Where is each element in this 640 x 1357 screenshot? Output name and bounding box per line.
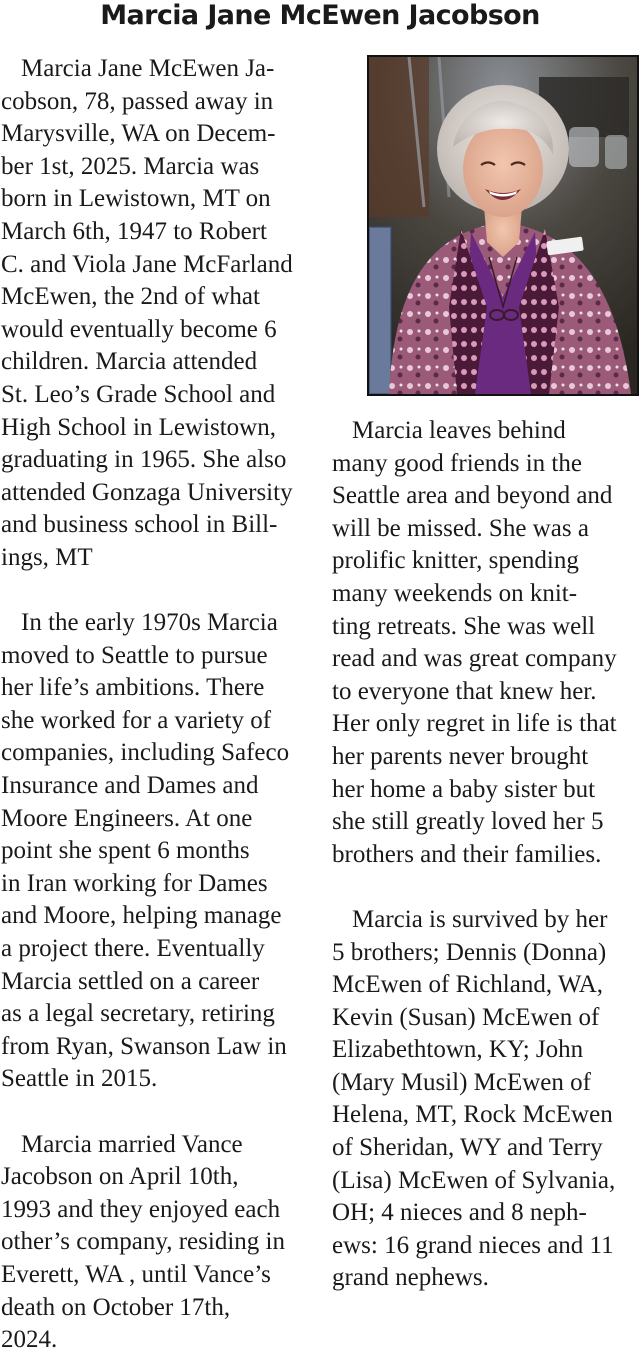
portrait-photo-icon	[369, 57, 637, 394]
text-line: point she spent 6 months	[1, 837, 250, 865]
text-line: born in Lewistown, MT on	[1, 185, 271, 213]
text-line: her parents never brought	[332, 742, 589, 770]
text-line: read and was great company	[332, 645, 617, 673]
text-line: in Iran working for Dames	[1, 869, 268, 897]
text-line: C. and Viola Jane McFarland	[1, 250, 293, 278]
portrait-photo	[367, 55, 639, 396]
text-line: Marcia is survived by her	[352, 905, 608, 933]
right-column	[332, 415, 640, 1295]
text-line: cobson, 78, passed away in	[1, 87, 274, 115]
text-line: 2024.	[1, 1326, 58, 1354]
text-line: Moore Engineers. At one	[1, 804, 253, 832]
text-line: March 6th, 1947 to Robert	[1, 217, 267, 245]
text-line: children. Marcia attended	[1, 348, 258, 376]
text-line: Seattle area and beyond and	[332, 482, 613, 510]
text-line: death on October 17th,	[1, 1293, 231, 1321]
text-line: ews: 16 grand nieces and 11	[332, 1231, 614, 1259]
text-line: Marcia Jane McEwen Ja-	[21, 55, 275, 82]
text-line: prolific knitter, spending	[332, 547, 579, 575]
text-line: would eventually become 6	[1, 315, 277, 343]
text-line: (Lisa) McEwen of Sylvania,	[332, 1166, 616, 1194]
paragraph-gap	[1, 575, 319, 608]
paragraph-3	[1, 1129, 319, 1357]
text-line: she worked for a variety of	[1, 706, 272, 734]
paragraph-1	[1, 53, 319, 575]
text-line: Marysville, WA on Decem-	[1, 120, 276, 148]
text-line: moved to Seattle to pursue	[1, 641, 268, 669]
text-line: a project there. Eventually	[1, 935, 265, 963]
text-line: St. Leo’s Grade School and	[1, 380, 276, 408]
text-line: grand nephews.	[332, 1264, 489, 1292]
paragraph-gap	[1, 1096, 319, 1129]
text-line: from Ryan, Swanson Law in	[1, 1032, 287, 1060]
text-line: OH; 4 nieces and 8 neph-	[332, 1199, 587, 1227]
paragraph-2	[1, 607, 319, 1096]
text-line: Her only regret in life is that	[332, 710, 617, 738]
text-line: many good friends in the	[332, 449, 582, 477]
text-line: ber 1st, 2025. Marcia was	[1, 152, 260, 180]
text-line: of Sheridan, WY and Terry	[332, 1134, 603, 1162]
text-line: to everyone that knew her.	[332, 677, 597, 705]
text-line: she still greatly loved her 5	[332, 808, 604, 836]
text-line: In the early 1970s Marcia	[21, 609, 278, 637]
paragraph-5	[332, 904, 640, 1295]
text-line: 1993 and they enjoyed each	[1, 1195, 281, 1223]
text-line: Helena, MT, Rock McEwen	[332, 1101, 613, 1129]
text-line: McEwen of Richland, WA,	[332, 971, 604, 999]
text-line: Elizabethtown, KY; John	[332, 1036, 584, 1064]
text-line: Jacobson on April 10th,	[1, 1163, 239, 1191]
text-line: her home a baby sister but	[332, 775, 596, 803]
left-column	[1, 53, 319, 1357]
text-line: High School in Lewistown,	[1, 413, 276, 441]
text-line: Kevin (Susan) McEwen of	[332, 1003, 600, 1031]
text-line: ings, MT	[1, 543, 93, 571]
text-line: other’s company, residing in	[1, 1228, 285, 1256]
text-line: McEwen, the 2nd of what	[1, 283, 260, 311]
text-line: many weekends on knit-	[332, 579, 578, 607]
text-line: Seattle in 2015.	[1, 1065, 158, 1093]
text-line: attended Gonzaga University	[1, 478, 293, 506]
text-line: graduating in 1965. She also	[1, 446, 287, 474]
text-line: as a legal secretary, retiring	[1, 1000, 275, 1028]
text-line: Marcia married Vance	[21, 1130, 243, 1158]
text-line: Insurance and Dames and	[1, 772, 259, 800]
text-line: brothers and their families.	[332, 840, 602, 868]
text-line: and Moore, helping manage	[1, 902, 282, 930]
text-line: 5 brothers; Dennis (Donna)	[332, 938, 607, 966]
text-line: ting retreats. She was well	[332, 612, 596, 640]
text-line: Everett, WA , until Vance’s	[1, 1260, 271, 1288]
text-line: Marcia leaves behind	[352, 417, 566, 444]
paragraph-4	[332, 415, 640, 871]
text-line: companies, including Safeco	[1, 739, 290, 767]
text-line: and business school in Bill-	[1, 511, 278, 539]
text-line: Marcia settled on a career	[1, 967, 260, 995]
text-line: will be missed. She was a	[332, 514, 589, 542]
paragraph-gap	[332, 871, 640, 904]
text-line: her life’s ambitions. There	[1, 674, 265, 702]
obituary-title: Marcia Jane McEwen Jacobson	[100, 0, 540, 31]
text-line: (Mary Musil) McEwen of	[332, 1068, 591, 1096]
